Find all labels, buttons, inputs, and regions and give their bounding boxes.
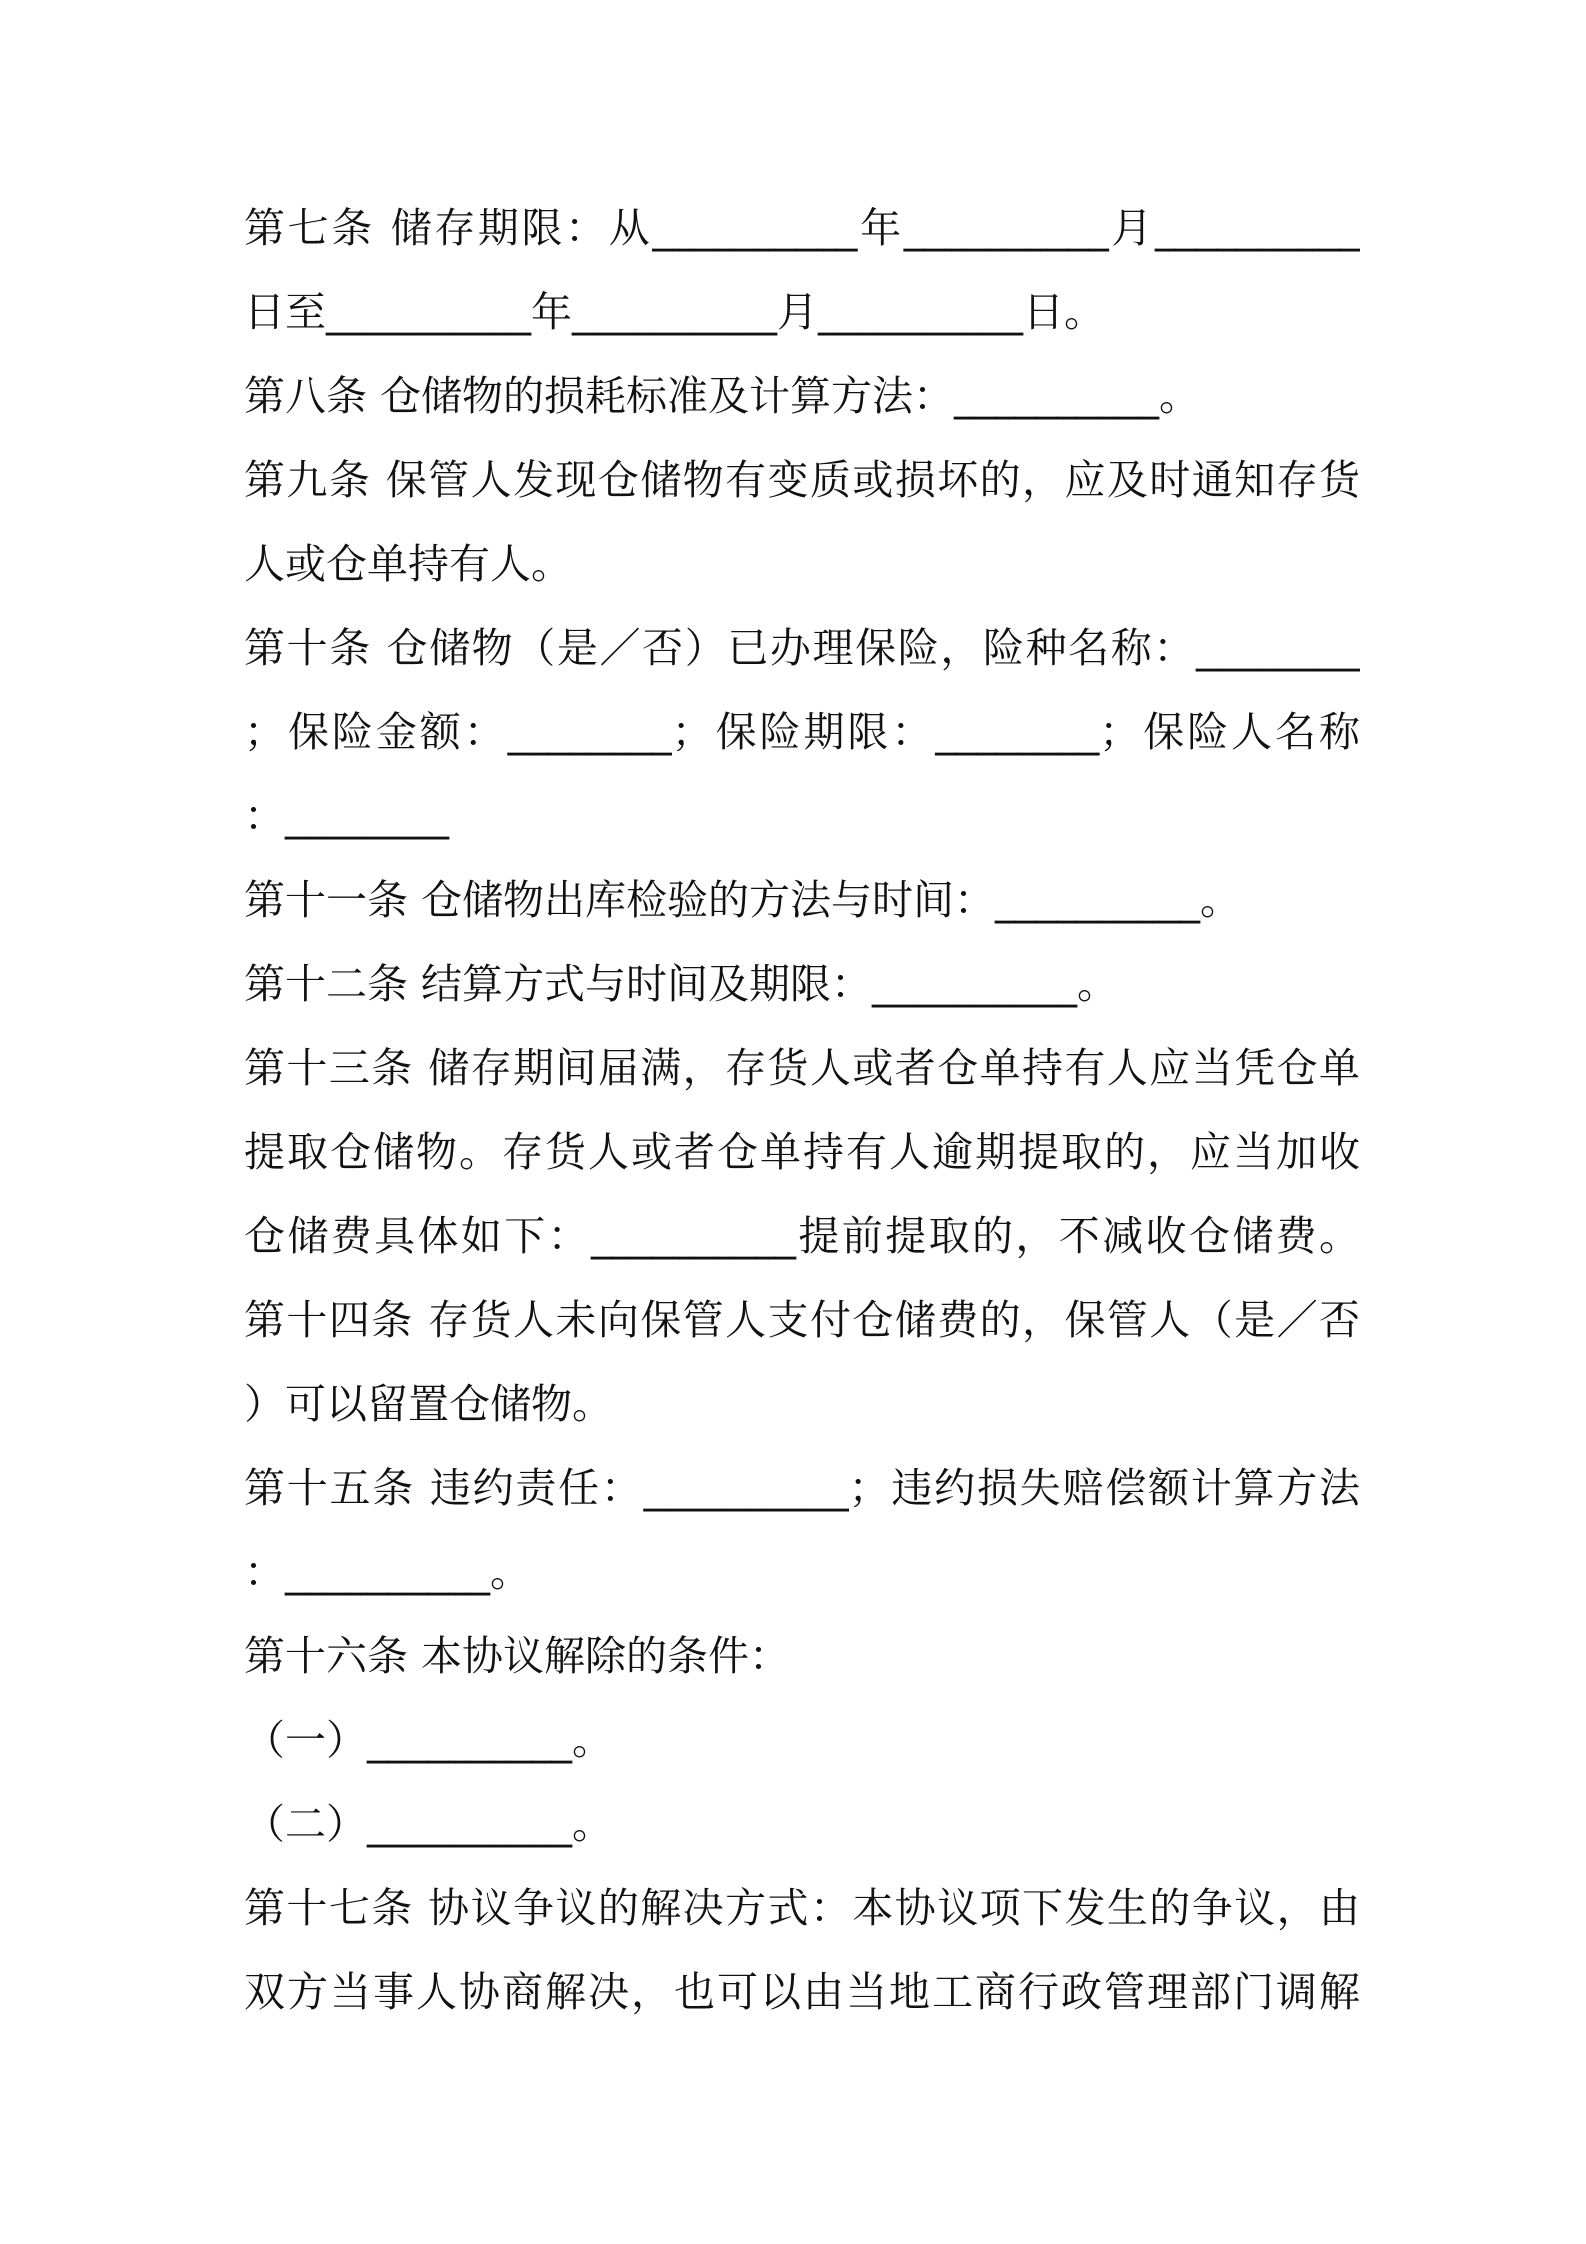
text-line: 第十一条 仓储物出库检验的方法与时间：__________。 (244, 876, 1242, 924)
text-line: ：__________。 (244, 1548, 531, 1596)
text-line: （一）__________。 (244, 1716, 613, 1764)
text-line: 第十条 仓储物（是／否）已办理保险，险种名称：________ (244, 624, 1360, 672)
text-line: 提取仓储物。存货人或者仓单持有人逾期提取的，应当加收 (244, 1128, 1360, 1176)
text-line: 第十六条 本协议解除的条件： (244, 1632, 791, 1680)
text-line: 双方当事人协商解决，也可以由当地工商行政管理部门调解 (244, 1968, 1360, 2016)
text-line: ：________ (244, 792, 449, 840)
document-body (244, 186, 1360, 2034)
text-line: 第十四条 存货人未向保管人支付仓储费的，保管人（是／否 (244, 1296, 1360, 1344)
text-line: ）可以留置仓储物。 (244, 1380, 613, 1428)
text-line: 第十三条 储存期间届满，存货人或者仓单持有人应当凭仓单 (244, 1044, 1360, 1092)
text-line: 第十二条 结算方式与时间及期限：__________。 (244, 960, 1119, 1008)
text-line: 日至__________年__________月__________日。 (244, 288, 1105, 336)
text-line: 仓储费具体如下：__________提前提取的，不减收仓储费。 (244, 1212, 1360, 1260)
text-line: （二）__________。 (244, 1800, 613, 1848)
text-line: 第十七条 协议争议的解决方式：本协议项下发生的争议，由 (244, 1884, 1360, 1932)
text-line: 第九条 保管人发现仓储物有变质或损坏的，应及时通知存货 (244, 456, 1360, 504)
text-line: 第十五条 违约责任：__________；违约损失赔偿额计算方法 (244, 1464, 1360, 1512)
text-line: 第七条 储存期限：从__________年__________月__________ (244, 204, 1360, 252)
text-line: 人或仓单持有人。 (244, 540, 572, 588)
text-line: 第八条 仓储物的损耗标准及计算方法：__________。 (244, 372, 1201, 420)
text-line: ；保险金额：________；保险期限：________；保险人名称 (244, 708, 1360, 756)
